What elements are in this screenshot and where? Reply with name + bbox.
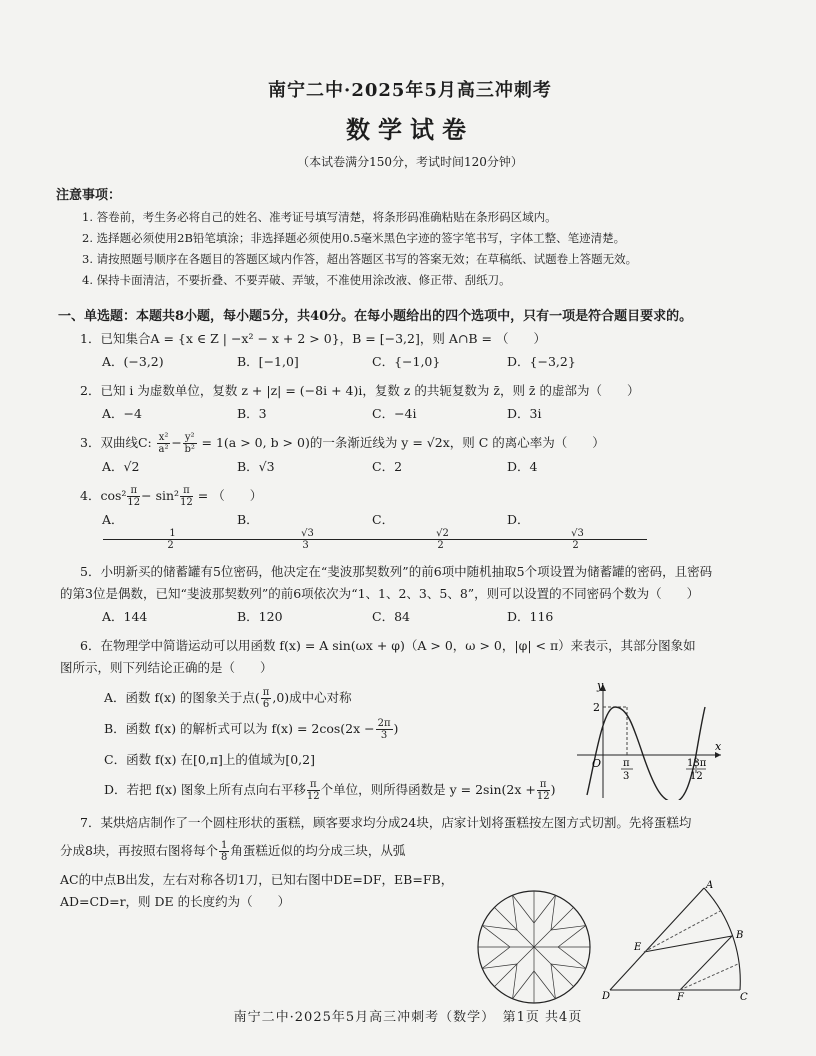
cake-sector-diagram [600, 880, 760, 1000]
option-d: D．3i [507, 406, 542, 421]
option-a: A．−4 [102, 406, 142, 421]
fraction: $\frac{\pi}{12}$ [180, 485, 193, 508]
question-6-option-c: C．函数 f(x) 在[0,π]上的值域为[0,2] [104, 752, 315, 767]
question-6-option-a: A．函数 f(x) 的图象关于点( $\frac{\pi}{6}$ ,0)成中心对称 [104, 687, 352, 710]
cake-radial-cut [534, 907, 574, 947]
notes-heading: 注意事项： [56, 188, 122, 203]
exam-title: 南宁二中·2025年5月高三冲刺考 [268, 80, 552, 101]
question-7-line3: AC的中点B出发，左右对称各切1刀，已知右图中DE=DF，EB=FB， [60, 872, 454, 887]
point-f-label: F [677, 992, 684, 1000]
question-4-options [102, 510, 766, 551]
question-5-line2: 的第3位是偶数，已知“斐波那契数列”的前6项依次为“1、1、2、3、5、8”，则可以设置的不同密码个数为（ ） [60, 586, 700, 601]
option-c: C．−4i [372, 406, 417, 421]
question-1-stem: 1．已知集合A = {x ∈ Z | −x² − x + 2 > 0}，B = [−3,2]，则 A∩B = （ ） [80, 331, 546, 346]
option-a: A．(−3,2) [102, 354, 164, 369]
option-a: A．$\frac{1}{2}$ [102, 510, 237, 551]
option-b: B．3 [237, 406, 267, 421]
radius-da [610, 888, 704, 990]
note-item: 4. 保持卡面清洁，不要折叠、不要弄破、弄皱，不准使用涂改液、修正带、刮纸刀。 [82, 273, 511, 287]
point-b-label: B [736, 930, 744, 941]
sine-graph [575, 680, 725, 800]
x-axis-label: x [715, 740, 722, 753]
question-6-option-b: B．函数 f(x) 的解析式可以为 f(x) = 2cos(2x − $\frac{2\pi}{3}$ ) [104, 718, 399, 741]
option-c: C．2 [372, 459, 403, 474]
section-heading: 一、单选题：本题共8小题，每小题5分，共40分。在每小题给出的四个选项中，只有一项是符合题目要求的。 [58, 309, 693, 324]
question-6-line1: 6．在物理学中简谐运动可以用函数 f(x) = A sin(ωx + φ)（A > 0，ω > 0，|φ| < π）来表示，其部分图象如 [80, 638, 696, 653]
tick-pi-den: 3 [623, 771, 630, 782]
peak-label: 2 [593, 701, 600, 714]
tick-13pi-num: 13π [687, 758, 707, 769]
cake-radial-cut [494, 947, 534, 987]
question-6-line2: 图所示，则下列结论正确的是（ ） [60, 660, 273, 675]
point-a-label: A [706, 880, 714, 891]
y-axis-label: y [597, 680, 604, 692]
cake-radial-cut [494, 907, 534, 947]
question-5-line1: 5．小明新买的储蓄罐有5位密码，他决定在“斐波那契数列”的前6项中随机抽取5个项设置为储蓄罐的密码，且密码 [80, 564, 713, 579]
note-item: 1. 答卷前，考生务必将自己的姓名、准考证号填写清楚，将条形码准确粘贴在条形码区域内。 [82, 210, 557, 224]
dashed-cut-1 [644, 910, 722, 952]
question-7-line2: 分成8块，再按照右图将每个 $\frac{1}{8}$ 角蛋糕近似的均分成三块，从弧 [60, 840, 406, 863]
question-2-stem: 2．已知 i 为虚数单位，复数 z + |z| = (−8i + 4)i，复数 z 的共轭复数为 z̄，则 z̄ 的虚部为（ ） [80, 383, 640, 398]
option-a: A．144 [102, 609, 148, 624]
option-d: D．{−3,2} [507, 354, 576, 369]
origin-label: O [592, 757, 602, 770]
option-d: D．116 [507, 609, 554, 624]
question-7-line1: 7．某烘焙店制作了一个圆柱形状的蛋糕，顾客要求均分成24块，店家计划将蛋糕按左图方式切割。先将蛋糕均 [80, 815, 692, 830]
q3-stem-pre: 3．双曲线C: [80, 435, 152, 450]
option-b: B．120 [237, 609, 283, 624]
point-d-label: D [602, 991, 611, 1000]
option-b: B．[−1,0] [237, 354, 299, 369]
q3-stem-post: = 1(a > 0, b > 0)的一条渐近线为 y = √2x，则 C 的离心率为（ ） [201, 435, 605, 450]
fraction: $\frac{\text{x²}}{\text{a²}}$ [158, 432, 169, 455]
question-7-line4: AD=CD=r，则 DE 的长度约为（ ） [60, 894, 291, 909]
cake-cuts [478, 891, 590, 1003]
option-d: D．4 [507, 459, 538, 474]
question-2-options [102, 404, 766, 422]
tick-13pi-den: 12 [690, 771, 703, 782]
fraction: $\frac{\pi}{12}$ [127, 485, 141, 508]
cake-radial-cut [534, 947, 574, 987]
dashed-cut-2 [680, 964, 738, 990]
option-c: C．{−1,0} [372, 354, 441, 369]
note-item: 2. 选择题必须使用2B铅笔填涂；非选择题必须使用0.5毫米黑色字迹的签字笔书写，字体工整、笔迹清楚。 [82, 231, 626, 245]
question-1-options [102, 352, 766, 370]
option-c: C．84 [372, 609, 410, 624]
question-3-options [102, 457, 766, 475]
option-c: C．$\frac{√2}{2}$ [372, 510, 507, 551]
sine-curve [587, 707, 705, 800]
question-6-option-d: D．若把 f(x) 图象上所有点向右平移 $\frac{\pi}{12}$ 个单位，则所得函数是 y = 2sin(2x + $\frac{\pi}{12}$ ) [104, 779, 556, 802]
arc-ac [704, 888, 740, 990]
option-d: D．$\frac{√3}{2}$ [507, 510, 642, 551]
question-4-stem: 4．cos² $\frac{\pi}{12}$ − sin² $\frac{\pi}{12}$ = （ ） [80, 485, 263, 508]
fraction: $\frac{\text{y²}}{\text{b²}}$ [184, 432, 195, 455]
point-e-label: E [634, 942, 642, 953]
point-c-label: C [740, 992, 748, 1000]
note-item: 3. 请按照题号顺序在各题目的答题区域内作答，超出答题区书写的答案无效；在草稿纸、试题卷上答题无效。 [82, 252, 638, 266]
option-a: A．√2 [102, 459, 140, 474]
option-b: B．$\frac{√3}{3}$ [237, 510, 372, 551]
question-5-options [102, 607, 766, 625]
subject-title: 数学试卷 [346, 115, 474, 144]
exam-subtitle: （本试卷满分150分，考试时间120分钟） [297, 155, 523, 169]
tick-pi-num: π [623, 758, 630, 769]
cake-circle-diagram [474, 887, 594, 1007]
page-footer: 南宁二中·2025年5月高三冲刺考（数学） 第1页 共4页 [233, 1010, 583, 1025]
option-b: B．√3 [237, 459, 275, 474]
question-3-stem: 3．双曲线C: $\frac{\text{x²}}{\text{a²}}$ − $\frac{\text{y²}}{\text{b²}}$ = 1(a > 0, b > 0)的一条渐近线为 y = √2x，则 C 的离心率为（ ） [80, 432, 605, 455]
